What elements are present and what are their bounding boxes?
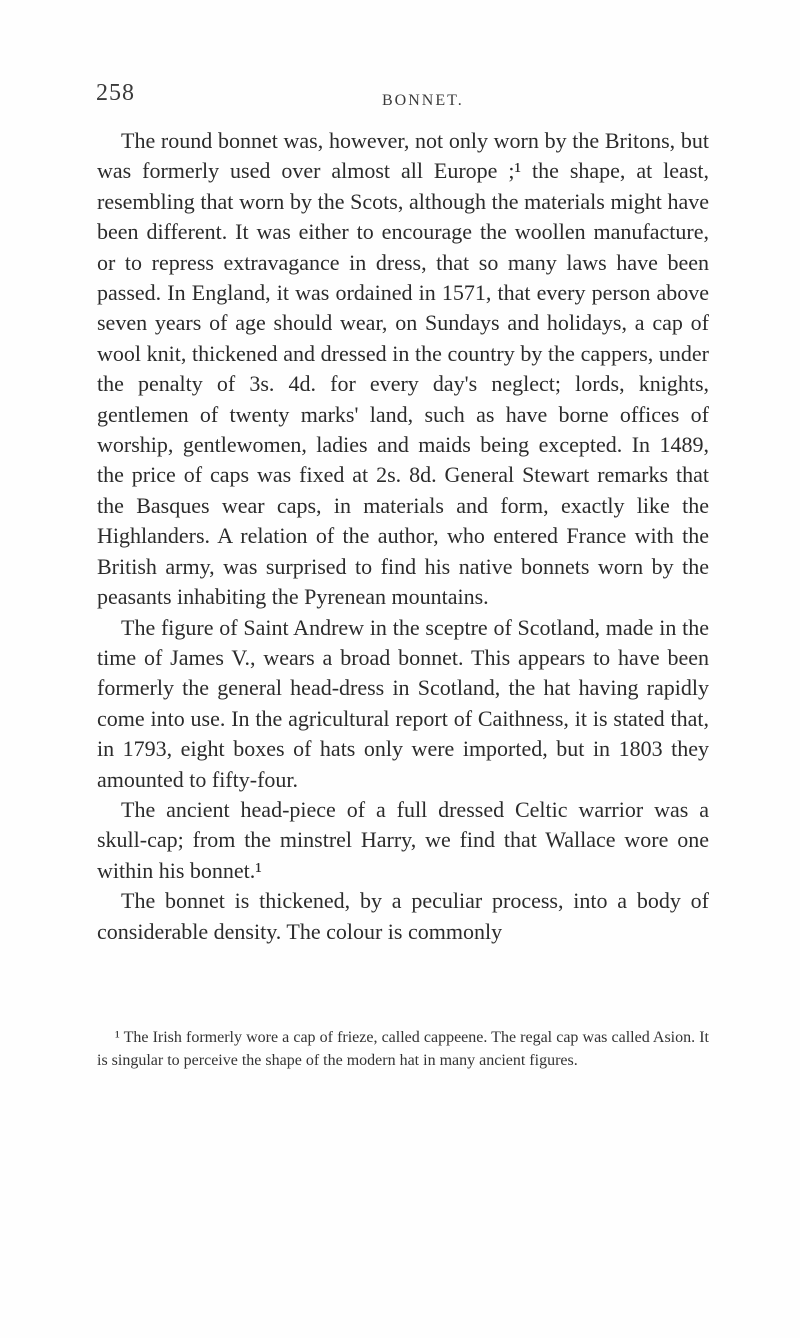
footnote-irish-cap: ¹ The Irish formerly wore a cap of frieze, called cappeene. The regal cap was called Asion. It is singular to perceive the shape of the modern hat in many ancient figures. [97,1029,709,1069]
paragraph-celtic-warrior: The ancient head-piece of a full dressed Celtic warrior was a skull-cap; from the minstrel Harry, we find that Wallace wore one within his bonnet.¹ [97,796,709,883]
running-title: BONNET. [382,92,464,109]
footnotes [97,1026,709,1072]
page-number: 258 [96,80,135,106]
paragraph-bonnet-thickened: The bonnet is thickened, by a peculiar process, into a body of considerable density. The colour is commonly [97,888,709,944]
paragraph-round-bonnet: The round bonnet was, however, not only worn by the Britons, but was formerly used over almost all Europe ;¹ the shape, at least, resembling that worn by the Scots, although the materials might have been different. It was either to encourage the woollen manufacture, or to repress extravagance in dress, that so many laws have been passed. In England, it was ordained in 1571, that every person above seven years of age should wear, on Sundays and holidays, a cap of wool knit, thickened and dressed in the country by the cappers, under the penalty of 3s. 4d. for every day's neglect; lords, knights, gentlemen of twenty marks' land, such as have borne offices of worship, gentlewomen, ladies and maids being excepted. In 1489, the price of caps was fixed at 2s. 8d. General Stewart remarks that the Basques wear caps, in materials and form, exactly like the Highlanders. A relation of the author, who entered France with the British army, was surprised to find his native bonnets worn by the peasants inhabiting the Pyrenean mountains. [97,128,709,610]
body-text [97,126,709,947]
paragraph-saint-andrew: The figure of Saint Andrew in the sceptre of Scotland, made in the time of James V., wears a broad bonnet. This appears to have been formerly the general head-dress in Scotland, the hat having rapidly come into use. In the agricultural report of Caithness, it is stated that, in 1793, eight boxes of hats only were imported, but in 1803 they amounted to fifty-four. [97,614,709,792]
